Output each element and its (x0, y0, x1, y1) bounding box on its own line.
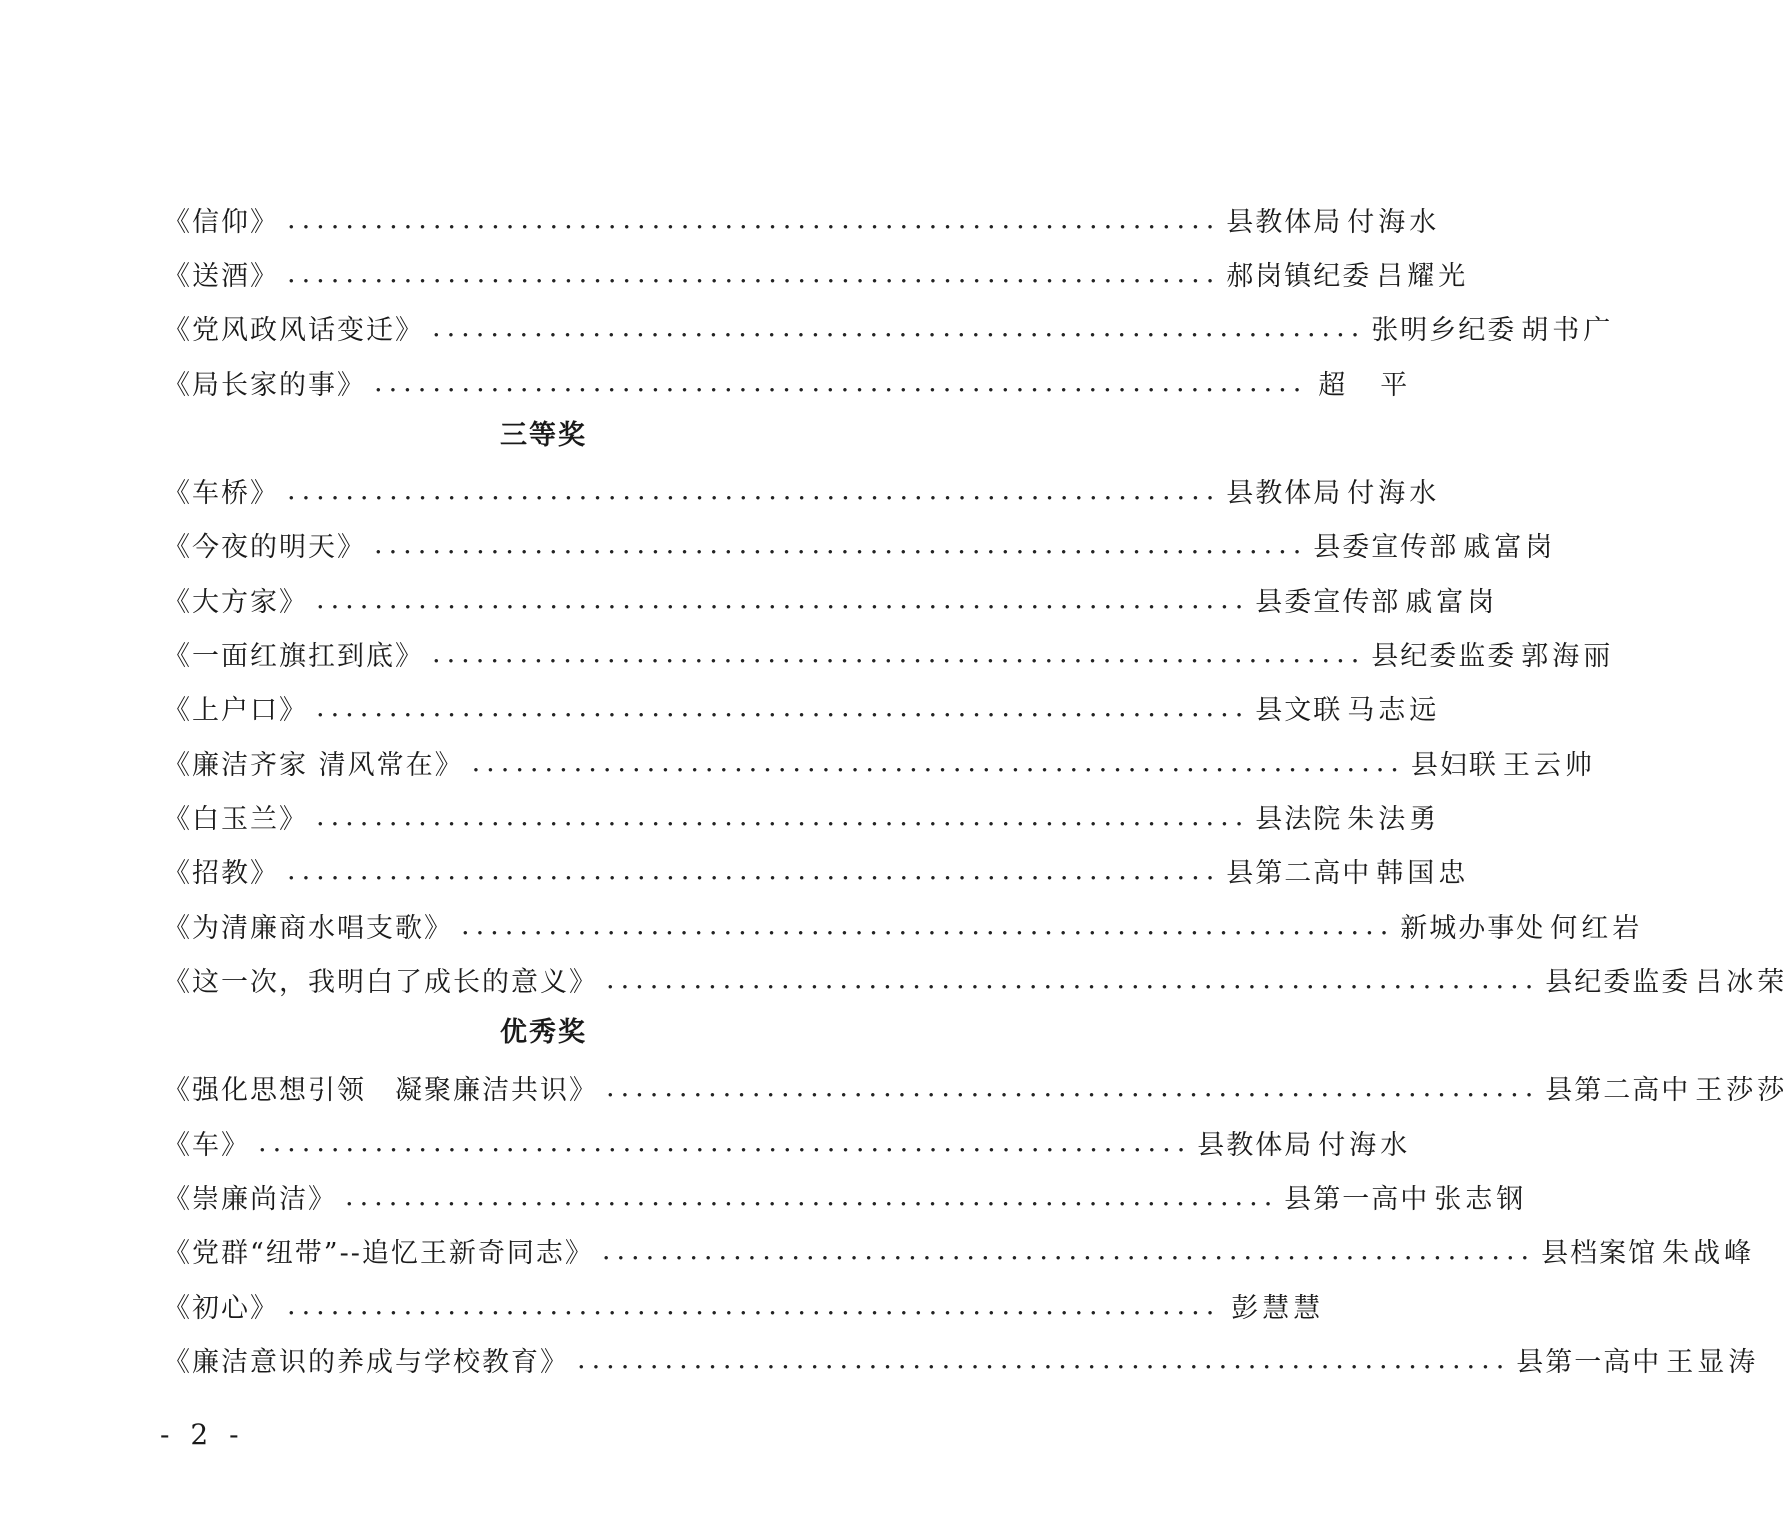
list-item (163, 572, 1499, 626)
list-item (163, 463, 1441, 517)
entry-title: 《廉洁齐家 清风常在》 (163, 749, 464, 781)
dot-leader: ................................................................ (432, 312, 1366, 344)
list-item (163, 1278, 1325, 1332)
entry-person: 付海水 (1347, 478, 1441, 510)
list-item (163, 518, 1557, 572)
award-list (163, 192, 1788, 1387)
entry-title: 《一面红旗扛到底》 (163, 641, 424, 673)
entry-person: 超 平 (1318, 369, 1412, 401)
entry-unit: 县文联 (1255, 695, 1343, 727)
entry-unit: 张明乡纪委 (1371, 315, 1517, 347)
section-heading-excellence: 优秀奖 (500, 1017, 587, 1049)
section-heading-third-prize: 三等奖 (500, 420, 587, 452)
entry-person: 王莎莎 (1695, 1075, 1788, 1107)
page-number: - 2 - (160, 1418, 245, 1451)
entry-title: 《车桥》 (163, 478, 279, 510)
list-item (163, 1169, 1528, 1223)
entry-title: 《信仰》 (163, 206, 279, 238)
dot-leader: ................................................................ (577, 1343, 1511, 1375)
entry-unit: 县第一高中 (1516, 1346, 1662, 1378)
entry-unit: 县教体局 (1226, 478, 1343, 510)
entry-title: 《党群“纽带”--追忆王新奇同志》 (163, 1238, 594, 1270)
dot-leader: ................................................................ (606, 963, 1540, 995)
entry-person: 吕冰荣 (1695, 966, 1788, 998)
list-item (163, 681, 1441, 735)
entry-person: 郭海丽 (1521, 641, 1615, 673)
entry-unit: 县法院 (1255, 803, 1343, 835)
entry-unit: 县妇联 (1410, 749, 1498, 781)
dot-leader: ................................................................ (287, 1289, 1221, 1321)
entry-title: 《为清廉商水唱支歌》 (163, 912, 453, 944)
entry-title: 《白玉兰》 (163, 803, 308, 835)
entry-title: 《党风政风话变迁》 (163, 315, 424, 347)
dot-leader: ................................................................ (287, 203, 1221, 235)
dot-leader: ................................................................ (606, 1072, 1540, 1104)
dot-leader: ................................................................ (471, 746, 1405, 778)
dot-leader: ................................................................ (601, 1235, 1536, 1267)
entry-unit: 县教体局 (1197, 1129, 1314, 1161)
dot-leader: ................................................................ (287, 257, 1221, 289)
entry-person: 付海水 (1347, 206, 1441, 238)
entry-title: 《大方家》 (163, 586, 308, 618)
list-item (163, 898, 1644, 952)
list-item (163, 952, 1788, 1006)
dot-leader: ................................................................ (316, 692, 1250, 724)
dot-leader: ................................................................ (287, 855, 1221, 887)
list-item (163, 1224, 1756, 1278)
entry-person: 王显涛 (1666, 1346, 1760, 1378)
list-item (163, 1061, 1788, 1115)
entry-title: 《崇廉尚洁》 (163, 1183, 337, 1215)
dot-leader: ................................................................ (316, 583, 1250, 615)
entry-title: 《初心》 (163, 1292, 279, 1324)
list-item (163, 1332, 1760, 1386)
entry-person: 张志钢 (1434, 1183, 1528, 1215)
list-item (163, 735, 1596, 789)
list-item (163, 355, 1412, 409)
entry-title: 《招教》 (163, 858, 279, 890)
entry-unit: 县第一高中 (1284, 1183, 1430, 1215)
entry-unit: 县委宣传部 (1255, 586, 1401, 618)
entry-person: 戚富岗 (1405, 586, 1499, 618)
dot-leader: ................................................................ (345, 1180, 1279, 1212)
list-item (163, 626, 1615, 680)
entry-unit: 县纪委监委 (1371, 641, 1517, 673)
entry-person: 付海水 (1318, 1129, 1412, 1161)
entry-person: 王云帅 (1502, 749, 1596, 781)
dot-leader: ................................................................ (461, 909, 1395, 941)
list-item (163, 844, 1470, 898)
list-item (163, 1115, 1412, 1169)
entry-person: 彭慧慧 (1231, 1292, 1325, 1324)
entry-title: 《这一次，我明白了成长的意义》 (163, 966, 598, 998)
entry-person: 何红岩 (1550, 912, 1644, 944)
entry-title: 《上户口》 (163, 695, 308, 727)
entry-title: 《局长家的事》 (163, 369, 366, 401)
entry-unit: 县第二高中 (1226, 858, 1372, 890)
entry-title: 《今夜的明天》 (163, 532, 366, 564)
entry-unit: 县档案馆 (1541, 1238, 1658, 1270)
entry-unit: 县纪委监委 (1545, 966, 1691, 998)
entry-person: 朱法勇 (1347, 803, 1441, 835)
list-item (163, 192, 1441, 246)
entry-unit: 县委宣传部 (1313, 532, 1459, 564)
entry-person: 戚富岗 (1463, 532, 1557, 564)
dot-leader: ................................................................ (432, 638, 1366, 670)
entry-unit: 县教体局 (1226, 206, 1343, 238)
dot-leader: ................................................................ (287, 475, 1221, 507)
entry-person: 朱战峰 (1662, 1238, 1756, 1270)
entry-title: 《强化思想引领 凝聚廉洁共识》 (163, 1075, 598, 1107)
list-item (163, 246, 1470, 300)
entry-title: 《廉洁意识的养成与学校教育》 (163, 1346, 569, 1378)
entry-unit: 新城办事处 (1400, 912, 1546, 944)
entry-title: 《车》 (163, 1129, 250, 1161)
entry-unit: 县第二高中 (1545, 1075, 1691, 1107)
list-item (163, 301, 1615, 355)
entry-person: 吕耀光 (1376, 260, 1470, 292)
entry-person: 马志远 (1347, 695, 1441, 727)
entry-person: 韩国忠 (1376, 858, 1470, 890)
dot-leader: ................................................................ (258, 1126, 1192, 1158)
dot-leader: ................................................................ (374, 529, 1308, 561)
entry-title: 《送酒》 (163, 260, 279, 292)
dot-leader: ................................................................ (374, 366, 1308, 398)
list-item (163, 789, 1441, 843)
entry-person: 胡书广 (1521, 315, 1615, 347)
entry-unit: 郝岗镇纪委 (1226, 260, 1372, 292)
dot-leader: ................................................................ (316, 800, 1250, 832)
